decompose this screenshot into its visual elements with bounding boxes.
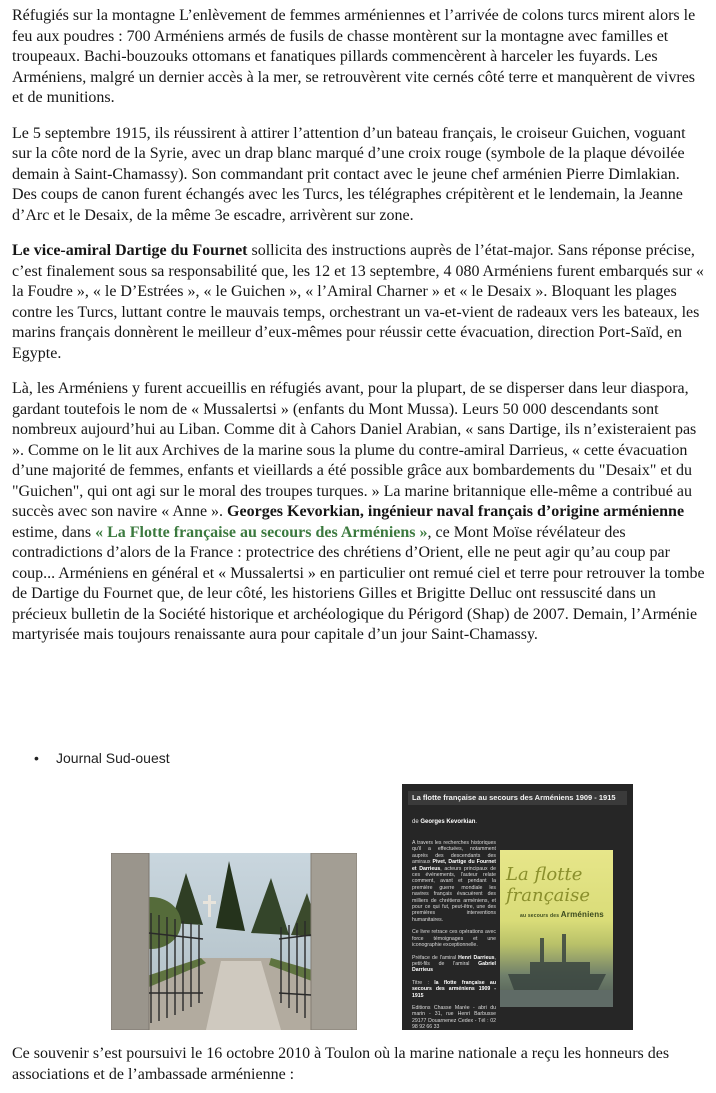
paragraph-diaspora-text-c: , ce Mont Moïse révélateur des contradictions d’alors de la France : protectrice des chrétiens d’Orient, elle ne peut agir qu’au coup par coup... Arméniens en général et « Mussalertsi » en particulier ont remué ciel et terre pour retrouver la tombe de Dartige du Fournet que, de leur côté, les historiens Gilles et Brigitte Delluc ont ressuscité dans un précieux bulletin de la Société historique et archéologique du Périgord (Shap) de 2007. Demain, l’Arménie martyrisée mais toujours renaissante aura pour capitale d’un jour Saint-Chamassy. bbox=[12, 523, 705, 643]
book-summary-names: Pivet, Dartige du Fournet et Darrieus bbox=[412, 859, 496, 872]
book-cover-title: La flotte française bbox=[506, 864, 591, 906]
source-label: Journal Sud-ouest bbox=[56, 750, 170, 766]
book-title-line bbox=[412, 980, 496, 999]
paragraph-diaspora bbox=[12, 379, 706, 646]
caption-toulon: Ce souvenir s’est poursuivi le 16 octobre 2010 à Toulon où la marine nationale a reçu les honneurs des associations et de l’ambassade arménienne : bbox=[12, 1045, 670, 1083]
book-preface-name: Henri Darrieus bbox=[458, 954, 495, 961]
book-titre: la flotte française au secours des arméniens 1909 - 1915 bbox=[412, 979, 496, 999]
paragraph-evacuation bbox=[12, 241, 706, 364]
book-preface-name2: Gabriel Darrieus bbox=[412, 960, 496, 974]
book-author-suffix: . bbox=[475, 819, 478, 825]
book-advert-title: La flotte française au secours des Arméniens 1909 - 1915 bbox=[408, 791, 627, 805]
paragraph-guichen: Le 5 septembre 1915, ils réussirent à attirer l’attention d’un bateau français, le croiseur Guichen, voguant sur la côte nord de la Syrie, avec un drap blanc marqué d’une croix rouge (symbole de la plaque dévoilée demain à Saint-Chamassy). Son commandant prit contact avec le jeune chef arménien Pierre Dimlakian. Des coups de canon furent échangés avec les Turcs, les télégraphes crépitèrent et le lendemain, la Jeanne d’Arc et le Desaix, de la même 3e escadre, arrivèrent sur zone. bbox=[12, 124, 686, 224]
book-author-name: Georges Kevorkian bbox=[420, 819, 476, 825]
paragraph-diaspora-text-b: estime, dans bbox=[12, 523, 96, 541]
book-summary bbox=[412, 840, 496, 923]
paragraph-evacuation-text: sollicita des instructions auprès de l’état-major. Sans réponse précise, c’est finalement sous sa responsabilité que, les 12 et 13 septembre, 4 080 Arméniens furent embarqués sur « la Foudre », « le D’Estrées », « le Guichen », « l’Amiral Charner » et « le Desaix ». Bloquant les plages contre les Turcs, luttant contre le mauvais temps, orchestrant un va-et-vient de radeaux vers les bateaux, les marins français donnèrent le meilleur d’eux-mêmes pour réussir cette évacuation, direction Port-Saïd, en Egypte. bbox=[12, 242, 704, 362]
paragraph-refugies: Réfugiés sur la montagne L’enlèvement de femmes arméniennes et l’arrivée de colons turcs mirent alors le feu aux poudres : 700 Arméniens armés de fusils de chasse montèrent sur la montagne avec familles et troupeaux. Bachi-bouzouks ottomans et fanatiques pillards commencèrent à harceler les fuyards. Les Arméniens, malgré un dernier accès à la mer, se retrouvèrent vite cernés côté terre et manquèrent de vivres et de munitions. bbox=[12, 7, 696, 106]
warship-illustration bbox=[500, 850, 613, 1007]
book-cover-sub-prefix: au secours des bbox=[520, 913, 561, 919]
source-list-item bbox=[34, 750, 170, 766]
cemetery-gate-photo bbox=[111, 853, 357, 1030]
bold-kevorkian: Georges Kevorkian, ingénieur naval français d’origine arménienne bbox=[227, 503, 685, 520]
book-summary-b: , acteurs principaux de ces événements, l'auteur relate comment, avant et pendant la première guerre mondiale les navires français évacuèrent des milliers de chrétiens arméniens, et pour ce qui fut, peut-être, une des premières interventions humanitaires. bbox=[412, 865, 496, 923]
book-preface-a: Préface de l'amiral bbox=[412, 954, 459, 961]
book-summary-a: A travers les recherches historiques qu'il a effectuées, notamment auprès des descendants des amiraux bbox=[412, 840, 496, 866]
article-body bbox=[12, 6, 706, 661]
paragraph-diaspora-text-a: Là, les Arméniens y furent accueillis en réfugiés avant, pour la plupart, de se disperser dans leur diaspora, gardant toutefois le nom de « Mussalertsi » (enfants du Mont Mussa). Leurs 50 000 descendants sont nombreux aujourd’hui au Liban. Comme dit à Cahors Daniel Arabian, « sans Dartige, ils n’existeraient pas ». Comme on le lit aux Archives de la marine sous la plume du contre-amiral Darrieus, « cette évacuation d’une majorité de femmes, enfants et vieillards a été possible grâce aux bombardements du "Desaix" et du "Guichen", qui ont agi sur le moral des troupes turques. » La marine britannique elle-même a contribué au succès avec son navire « Anne ». bbox=[12, 380, 697, 520]
book-description bbox=[412, 840, 496, 1037]
book-preface-b: , petit-fils de l'amiral bbox=[412, 954, 496, 967]
book-preface bbox=[412, 955, 496, 974]
book-cover-sub-big: Arméniens bbox=[560, 910, 604, 919]
bullet-dot: • bbox=[34, 750, 39, 766]
book-editions: Editions Chasse Marée - abri du marin - 31, rue Henri Barbusse 29177 Douarnenez Cedex - Tél : 02 98 92 66 33 bbox=[412, 1004, 496, 1031]
book-retrace: Ce livre retrace ces opérations avec force témoignages et une iconographie exceptionnelle. bbox=[412, 929, 496, 949]
book-title-link[interactable]: « La Flotte française au secours des Arméniens » bbox=[95, 523, 428, 541]
cemetery-gate-illustration bbox=[111, 853, 357, 1030]
book-cover bbox=[500, 850, 613, 1007]
book-advert bbox=[402, 784, 633, 1030]
book-author-prefix: de bbox=[412, 819, 421, 825]
bold-vice-amiral: Le vice-amiral Dartige du Fournet bbox=[12, 242, 248, 259]
book-advert-author bbox=[412, 819, 477, 825]
book-titre-label: Titre : bbox=[412, 979, 435, 986]
